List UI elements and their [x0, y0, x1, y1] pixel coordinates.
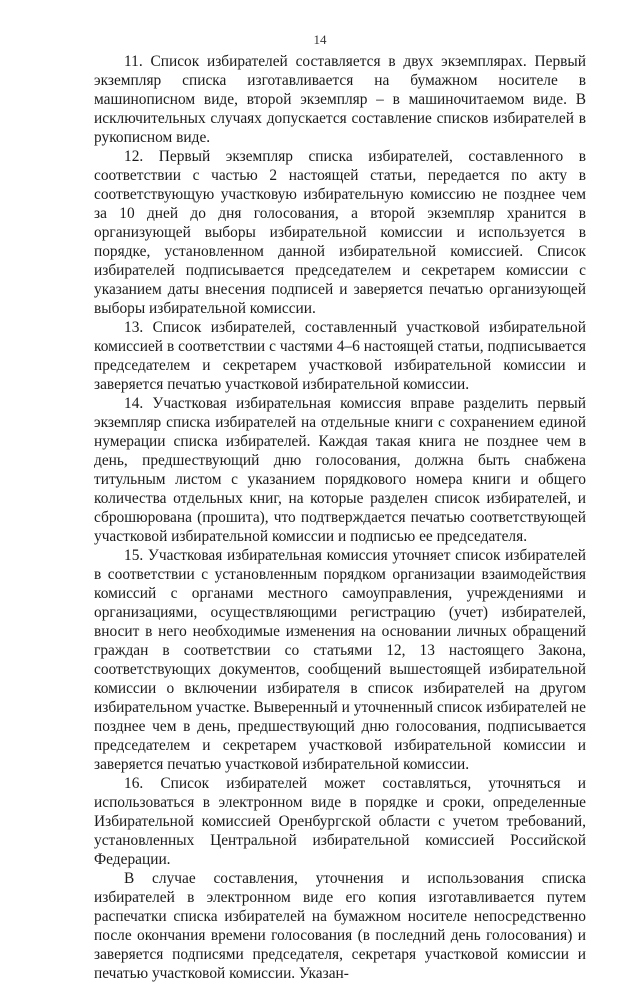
paragraph-11: 11. Список избирателей составляется в двух экземплярах. Первый экземпляр списка изготавливается на бумажном носителе в машинописном виде, второй экземпляр – в машиночитаемом виде. В исключительных случаях допускается составление списков избирателей в рукописном виде.	[94, 53, 586, 146]
paragraph-13: 13. Список избирателей, составленный участковой избирательной комиссией в соответствии с частями 4–6 настоящей статьи, подписывается председателем и секретарем участковой избирательной комиссии и заверяется печатью участковой избирательной комиссии.	[94, 319, 586, 393]
paragraph-16-continuation: В случае составления, уточнения и использования списка избирателей в электронном виде его копия изготавливается путем распечатки списка избирателей на бумажном носителе непосредственно после окончания времени голосования (в последний день голосования) и заверяется подписями председателя, секретаря участковой комиссии и печатью участковой комиссии. Указан-	[94, 870, 586, 982]
paragraph-16: 16. Список избирателей может составляться, уточняться и использоваться в электронном виде в порядке и сроки, определенные Избирательной комиссией Оренбургской области с учетом требований, установленных Центральной избирательной комиссией Российской Федерации.	[94, 775, 586, 868]
paragraph-12: 12. Первый экземпляр списка избирателей, составленного в соответствии с частью 2 настоящей статьи, передается по акту в соответствующую участковую избирательную комиссию не позднее чем за 10 дней до дня голосования, а второй экземпляр хранится в организующей выборы избирательной комиссии и используется в порядке, установленном данной избирательной комиссией. Список избирателей подписывается председателем и секретарем комиссии с указанием даты внесения подписей и заверяется печатью организующей выборы избирательной комиссии.	[94, 148, 586, 317]
paragraph-14: 14. Участковая избирательная комиссия вправе разделить первый экземпляр списка избирателей на отдельные книги с сохранением единой нумерации списка избирателей. Каждая такая книга не позднее чем в день, предшествующий дню голосования, должна быть снабжена титульным листом с указанием порядкового номера книги и общего количества отдельных книг, на которые разделен список избирателей, и сброшюрована (прошита), что подтверждается печатью соответствующей участковой избирательной комиссии и подписью ее председателя.	[94, 395, 586, 545]
document-body	[94, 52, 586, 983]
paragraph-15: 15. Участковая избирательная комиссия уточняет список избирателей в соответствии с установленным порядком организации взаимодействия комиссий с органами местного самоуправления, учреждениями и организациями, осуществляющими регистрацию (учет) избирателей, вносит в него необходимые изменения на основании личных обращений граждан в соответствии со статьями 12, 13 настоящего Закона, соответствующих документов, сообщений вышестоящей избирательной комиссии о включении избирателя в список избирателей на другом избирательном участке. Выверенный и уточненный список избирателей не позднее чем в день, предшествующий дню голосования, подписывается председателем и секретарем участковой избирательной комиссии и заверяется печатью участковой избирательной комиссии.	[94, 547, 586, 773]
page-number: 14	[313, 32, 327, 47]
